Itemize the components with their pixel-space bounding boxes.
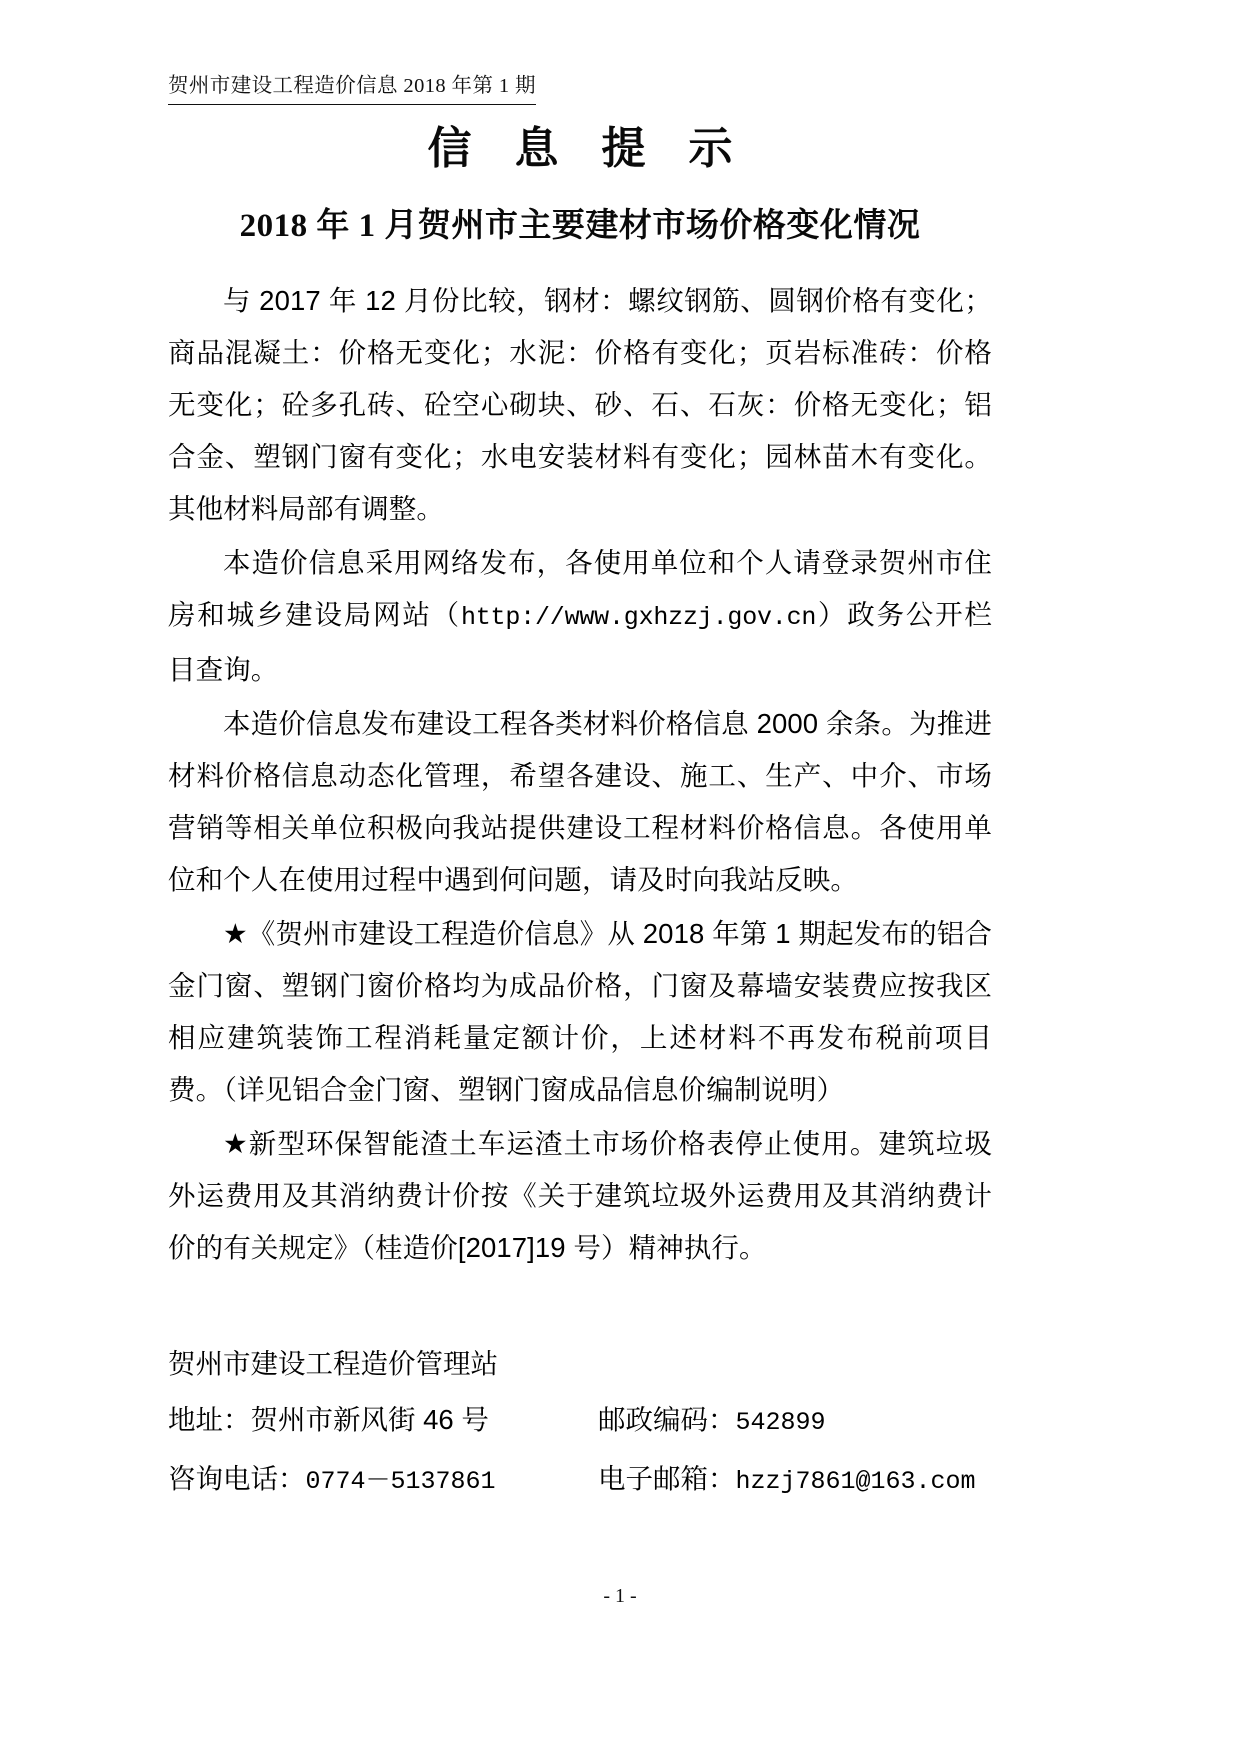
- contact-organization: 贺州市建设工程造价管理站: [168, 1348, 498, 1380]
- paragraph-website: [168, 537, 992, 696]
- website-paragraph-suffix: ）政务公开栏目查询。: [168, 599, 992, 686]
- email-value[interactable]: hzzj7861@163.com: [735, 1467, 976, 1497]
- page-subtitle: 2018 年 1 月贺州市主要建材市场价格变化情况: [239, 208, 921, 245]
- address-value: 贺州市新风街 46 号: [250, 1404, 489, 1436]
- body-text: [168, 275, 992, 1274]
- page-number: - 1 -: [603, 1585, 637, 1607]
- email-label: 电子邮箱：: [598, 1463, 736, 1495]
- website-paragraph-prefix: 本造价信息采用网络发布，各使用单位和个人请登录贺州市住房和城乡建设局网站（: [168, 547, 992, 631]
- paragraph-price-changes: 与 2017 年 12 月份比较，钢材：螺纹钢筋、圆钢价格有变化；商品混凝土：价格无变化；水泥：价格有变化；页岩标准砖：价格无变化；砼多孔砖、砼空心砌块、砂、石、石灰：价格无变化；铝合金、塑钢门窗有变化；水电安装材料有变化；园林苗木有变化。其他材料局部有调整。: [168, 285, 992, 525]
- page-title: 信 息 提 示: [427, 123, 749, 173]
- postcode-value: 542899: [735, 1408, 826, 1438]
- website-url[interactable]: http://www.gxhzzj.gov.cn: [460, 603, 817, 633]
- email-field: [598, 1451, 992, 1510]
- postcode-field: [598, 1392, 992, 1451]
- contact-row-phone: [168, 1451, 992, 1510]
- paragraph-note-waste-transport: ★新型环保智能渣土车运渣土市场价格表停止使用。建筑垃圾外运费用及其消纳费计价按《关于建筑垃圾外运费用及其消纳费计价的有关规定》（桂造价[2017]19 号）精神执行。: [168, 1128, 992, 1264]
- phone-field: [168, 1451, 598, 1510]
- paragraph-note-aluminum-windows: ★《贺州市建设工程造价信息》从 2018 年第 1 期起发布的铝合金门窗、塑钢门窗价格均为成品价格，门窗及幕墙安装费应按我区相应建筑装饰工程消耗量定额计价，上述材料不再发布税前项目费。（详见铝合金门窗、塑钢门窗成品信息价编制说明）: [168, 918, 992, 1106]
- paragraph-info-count: 本造价信息发布建设工程各类材料价格信息 2000 余条。为推进材料价格信息动态化管理，希望各建设、施工、生产、中介、市场营销等相关单位积极向我站提供建设工程材料价格信息。各使用单位和个人在使用过程中遇到何问题，请及时向我站反映。: [168, 708, 992, 896]
- address-label: 地址：: [168, 1404, 251, 1436]
- page-content: [168, 72, 992, 1510]
- phone-label: 咨询电话：: [168, 1463, 306, 1495]
- address-field: [168, 1392, 598, 1451]
- phone-value: 0774－5137861: [305, 1467, 496, 1497]
- contact-block: [168, 1336, 992, 1510]
- postcode-label: 邮政编码：: [598, 1404, 736, 1436]
- contact-row-address: [168, 1392, 992, 1451]
- running-header: 贺州市建设工程造价信息 2018 年第 1 期: [168, 72, 536, 105]
